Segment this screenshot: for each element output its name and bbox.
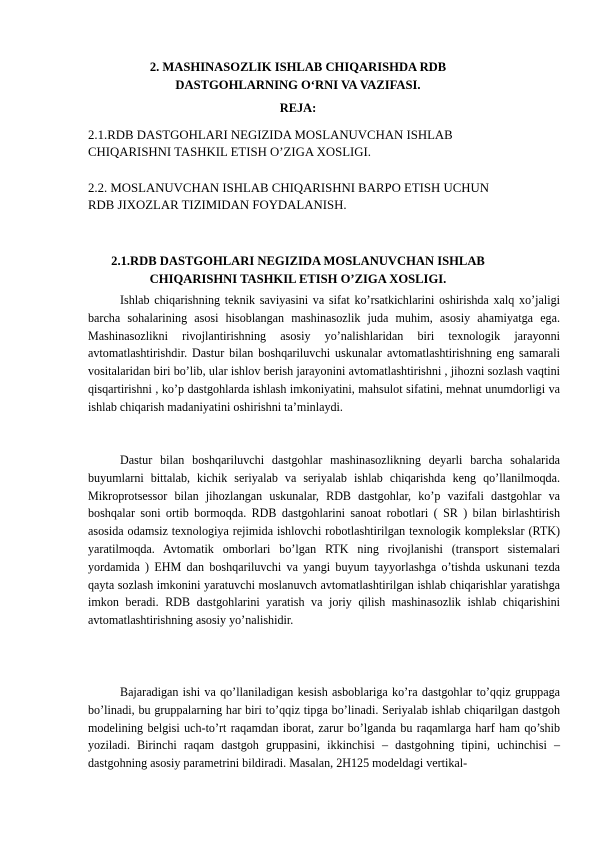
paragraph-3 [88,684,560,773]
paragraph-3-text: Bajaradigan ishi va qo’llaniladigan kesish asboblariga ko’ra dastgohlar to’qqiz gruppaga bo’linadi, bu gruppalarning har biri to’qqiz tipga bo’linadi. Seriyalab ishlab chiqarilgan dastgoh modelining belgisi uch-to’rt raqamdan iborat, zarur bo’lganda bu raqamlarga harf ham qo’shib yoziladi. Birinchi raqam dastgoh gruppasini, ikkinchisi – dastgohning tipini, uchinchisi – dastgohning asosiy parametrini bildiradi. Masalan, 2H125 modeldagi vertikal- [88,685,560,771]
paragraph-1 [88,292,560,417]
plan-item-1-line-2: CHIQARISHNI TASHKIL ETISH O’ZIGA XOSLIGI. [88,145,371,159]
plan-item-2-line-1: 2.2. MOSLANUVCHAN ISHLAB CHIQARISHNI BARPO ETISH UCHUN [88,181,489,195]
reja-heading: REJA: [279,101,317,115]
section-heading-line-2: CHIQARISHNI TASHKIL ETISH O’ZIGA XOSLIGI. [149,272,447,286]
plan-item-1 [88,127,528,161]
plan-item-1-line-1: 2.1.RDB DASTGOHLARI NEGIZIDA MOSLANUVCHAN ISHLAB [88,128,453,142]
chapter-title-line-2: DASTGOHLARNING O‘RNI VA VAZIFASI. [175,78,421,92]
section-heading [60,252,536,288]
paragraph-1-text: Ishlab chiqarishning teknik saviyasini va sifat ko’rsatkichlarini oshirishda xalq xo’jaligi barcha sohalarining asosi hisoblangan mashinasozlik juda muhim, asosiy ahamiyatga ega. Mashinasozlikni rivojlantirishning asosiy yo’nalishlaridan biri texnologik jarayonni avtomatlashtirishdir. Dastur bilan boshqariluvchi uskunalar avtomatlashtirishning eng samarali vositalaridan biri bo’lib, ular ishlov berish jarayonini avtomatlashtirishni , jihozni sozlash vaqtini qisqartirishni , ko’p dastgohlarda ishlash imkoniyatini, mahsulot sifatini, mehnat unumdorligi va ishlab chiqarish madaniyatini oshirishni ta’minlaydi. [88,293,560,414]
chapter-title [60,58,536,94]
paragraph-2-text: Dastur bilan boshqariluvchi dastgohlar mashinasozlikning deyarli barcha sohalarida buyumlarni bittalab, kichik seriyalab va seriyalab ishlab chiqarishda keng qo’llanilmoqda. Mikroprotsessor bilan jihozlangan uskunalar, RDB dastgohlar, ko’p vazifali dastgohlar va boshqalar soni ortib bormoqda. RDB dastgohlarini sanoat robotlari ( SR ) bilan birlashtirish asosida odamsiz texnologiya rejimida ishlovchi robotlashtirilgan texnologik komplekslar (RTK) yaratilmoqda. Avtomatik omborlari bo’lgan RTK ning rivojlanishi (transport sistemalari yordamida ) EHM dan boshqariluvchi va yangi buyum tayyorlashga o’tishda uskunani tezda qayta sozlash imkonini yaratuvchi moslanuvch avtomatlashtirilgan ishlab chiqarishlar yaratishga imkon beradi. RDB dastgohlarini yaratish va joriy qilish mashinasozlik ishlab chiqarishini avtomatlashtirishning asosiy yo’nalishidir. [88,453,560,628]
paragraph-2 [88,452,560,630]
plan-item-2-line-2: RDB JIXOZLAR TIZIMIDAN FOYDALANISH. [88,198,347,212]
section-heading-line-1: 2.1.RDB DASTGOHLARI NEGIZIDA MOSLANUVCHAN ISHLAB [111,254,485,268]
chapter-title-line-1: 2. MASHINASOZLIK ISHLAB CHIQARISHDA RDB [149,60,447,74]
plan-item-2 [88,180,528,214]
